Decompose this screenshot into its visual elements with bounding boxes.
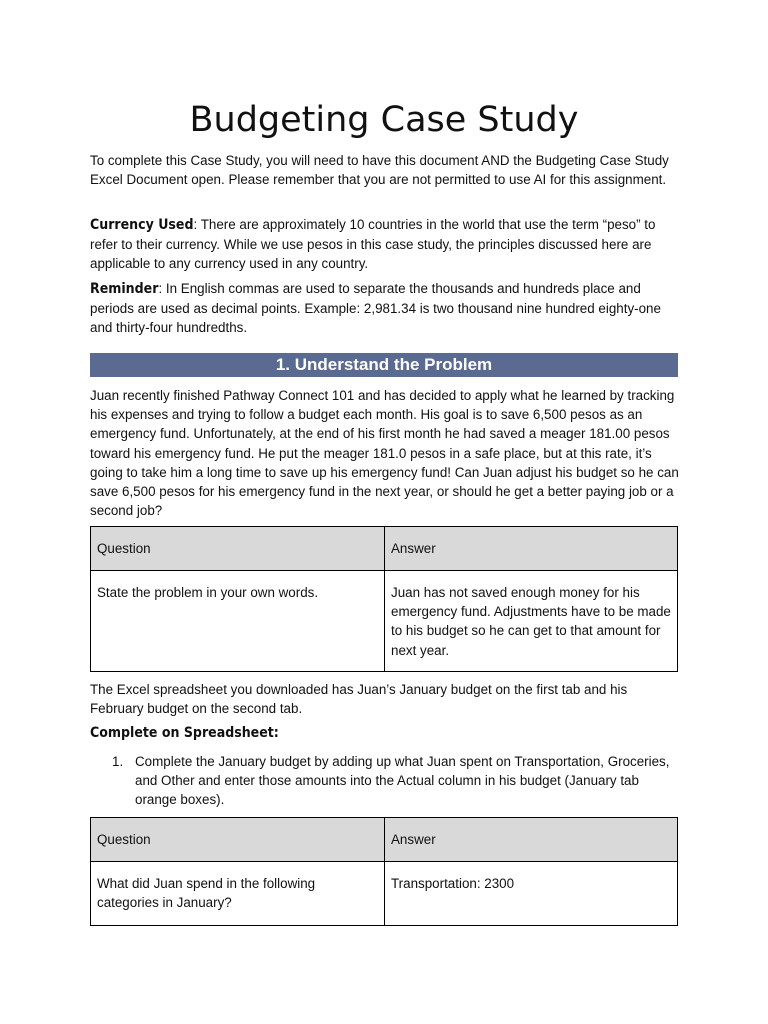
january-spending-table [90, 817, 678, 926]
table-header-row [91, 818, 678, 862]
problem-paragraph: Juan recently finished Pathway Connect 101 and has decided to apply what he learned by tracking his expenses and trying to follow a budget each month. His goal is to save 6,500 pesos as an emergency fund. Unfortunately, at the end of his first month he had saved a meager 181.00 pesos toward his emergency fund. He put the meager 181.0 pesos in a safe place, but at this rate, it’s going to take him a long time to save up his emergency fund! Can Juan adjust his budget so he can save 6,500 pesos for his emergency fund in the next year, or should he get a better paying job or a second job? [90, 388, 679, 519]
answer-cell[interactable]: Transportation: 2300 [385, 862, 678, 926]
problem-table [90, 526, 678, 672]
currency-text: : There are approximately 10 countries in the world that use the term “peso” to refer to their currency. While we use pesos in this case study, the principles discussed here are applicable to any currency used in any country. [90, 217, 656, 272]
answer-cell[interactable]: Juan has not saved enough money for his emergency fund. Adjustments have to be made to his budget so he can get to that amount for next year. [385, 571, 678, 672]
list-item-text: Complete the January budget by adding up what Juan spent on Transportation, Groceries, and Other and enter those amounts into the Actual column in his budget (January tab orange boxes). [135, 754, 670, 808]
table-row [91, 571, 678, 672]
spreadsheet-note: The Excel spreadsheet you downloaded has Juan’s January budget on the first tab and his February budget on the second tab. [90, 682, 628, 717]
currency-paragraph [90, 215, 680, 274]
reminder-label: Reminder [90, 281, 159, 297]
table-row [91, 862, 678, 926]
complete-on-spreadsheet-heading: Complete on Spreadsheet: [90, 725, 279, 741]
table-header-answer: Answer [385, 527, 678, 571]
intro-paragraph: To complete this Case Study, you will need to have this document AND the Budgeting Case Study Excel Document open. Please remember that you are not permitted to use AI for this assignment. [90, 153, 669, 188]
table-header-question: Question [91, 818, 385, 862]
question-cell: State the problem in your own words. [91, 571, 385, 672]
table-header-answer: Answer [385, 818, 678, 862]
table-header-question: Question [91, 527, 385, 571]
reminder-paragraph [90, 279, 680, 338]
list-item-number: 1. [112, 754, 124, 769]
table-header-row [91, 527, 678, 571]
reminder-text: : In English commas are used to separate the thousands and hundreds place and periods are used as decimal points. Example: 2,981.34 is two thousand nine hundred eighty-one and thirty-four hundredths. [90, 281, 661, 336]
section-heading-understand-problem: 1. Understand the Problem [90, 353, 678, 377]
currency-label: Currency Used [90, 217, 194, 233]
question-cell: What did Juan spend in the following categories in January? [91, 862, 385, 926]
document-title: Budgeting Case Study [189, 100, 579, 140]
